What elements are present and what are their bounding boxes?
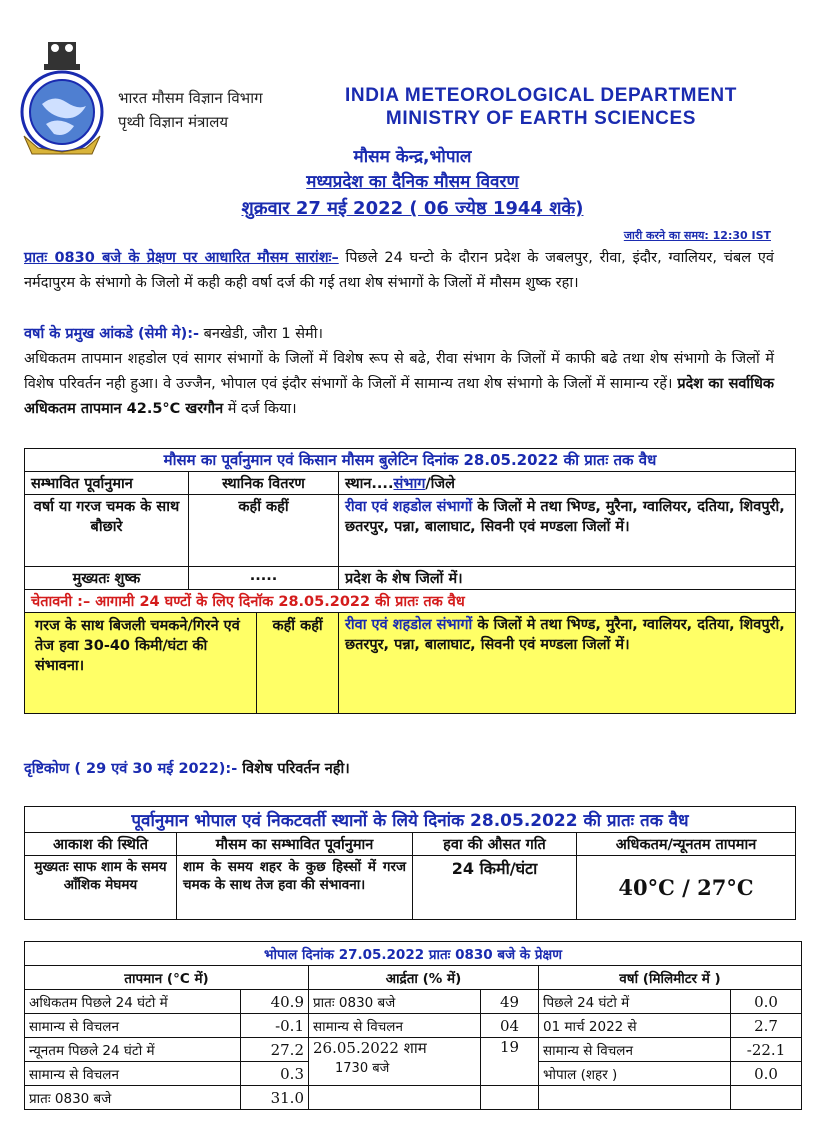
max-temp-tail: में दर्ज किया।: [223, 401, 297, 417]
bhopal-observation-table: [24, 941, 802, 1110]
r2-value: 2.7: [731, 1014, 802, 1038]
max-temp-label: प्रदेश का सर्वाधिक अधिकतम तापमान 42.5°C खरगौन: [24, 376, 774, 417]
center-title: मौसम केन्द्र,भोपाल: [353, 147, 472, 167]
col-forecast: सम्भावित पूर्वानुमान: [25, 472, 189, 495]
outlook-label: दृष्टिकोण ( 29 एवं 30 मई 2022):-: [24, 761, 238, 777]
forecast-title: मौसम का पूर्वानुमान एवं किसान मौसम बुलेटिन दिनांक 28.05.2022 की प्रातः तक वैध: [25, 449, 796, 472]
summary-text: पिछले 24 घन्टो के दौरान प्रदेश के जबलपुर, रीवा, इंदौर, ग्वालियर, चंबल एवं नर्मदापुरम के संभागो के जिलो में कही कही वर्षा दर्ज की गई तथा शेष संभागों के जिलों में मौसम शुष्क रहा।: [24, 250, 774, 291]
eng-dept-line1: INDIA METEOROLOGICAL DEPARTMENT: [345, 85, 737, 106]
weather-summary: [24, 246, 774, 296]
rain-figures: [24, 322, 774, 347]
r3-value: -22.1: [731, 1038, 802, 1062]
r4-value: 0.0: [731, 1062, 802, 1086]
weather-forecast: शाम के समय शहर के कुछ हिस्सों में गरज चमक के साथ तेज हवा की संभावना।: [177, 856, 413, 920]
h3-value: 19: [481, 1038, 539, 1086]
col-rainfall: वर्षा (मिलिमीटर में ): [539, 966, 802, 990]
row2-distribution: .....: [189, 567, 339, 590]
h3-label-line2: 1730 बजे: [335, 1061, 390, 1076]
t1-label: अधिकतम पिछले 24 घंटो में: [25, 990, 241, 1014]
col-wind: हवा की औसत गति: [413, 833, 577, 856]
row2-forecast: मुख्यतः शुष्क: [25, 567, 189, 590]
h3-label: [309, 1038, 481, 1086]
t4-value: 0.3: [241, 1062, 309, 1086]
report-titles: [0, 145, 825, 222]
t5-value: 31.0: [241, 1086, 309, 1110]
empty-cell-2: [481, 1086, 539, 1110]
col-place-a: स्थान....: [345, 476, 394, 492]
warning-text: गरज के साथ बिजली चमकने/गिरने एवं तेज हवा 30-40 किमी/घंटा की संभावना।: [25, 613, 257, 713]
bhopal-forecast-table: [24, 806, 796, 920]
warning-place-blue: रीवा एवं शहडोल संभागों: [345, 617, 473, 633]
max-min-temp: 40°C / 27°C: [577, 856, 796, 920]
english-department-name: [345, 84, 737, 130]
t2-label: सामान्य से विचलन: [25, 1014, 241, 1038]
empty-cell-1: [309, 1086, 481, 1110]
issue-time: जारी करने का समय: 12:30 IST: [623, 229, 771, 242]
r1-value: 0.0: [731, 990, 802, 1014]
report-subject: मध्यप्रदेश का दैनिक मौसम विवरण: [306, 172, 519, 192]
rain-text: बनखेडी, जौरा 1 सेमी।: [199, 326, 323, 342]
warning-title: चेतावनी :– आगामी 24 घण्टों के लिए दिनॉक 28.05.2022 की प्रातः तक वैध: [25, 590, 796, 613]
letterhead: [0, 0, 825, 160]
col-place-c: /जिले: [425, 476, 456, 492]
t5-label: प्रातः 0830 बजे: [25, 1086, 241, 1110]
imd-emblem-icon: [18, 40, 106, 158]
outlook: [24, 758, 350, 778]
col-distribution: स्थानिक वितरण: [189, 472, 339, 495]
empty-cell-3: [539, 1086, 731, 1110]
row1-place-blue: रीवा एवं शहडोल संभागों: [345, 499, 473, 515]
row1-place-rest: के जिलों मे तथा भिण्ड, मुरैना, ग्वालियर, दतिया, शिवपुरी, छतरपुर, पन्ना, बालाघाट, सिवनी एवं मण्डला जिलों में।: [345, 499, 785, 535]
h3-label-line1: 26.05.2022 शाम: [313, 1039, 427, 1057]
temperature-summary: [24, 347, 774, 422]
h1-value: 49: [481, 990, 539, 1014]
h2-value: 04: [481, 1014, 539, 1038]
row1-distribution: कहीं कहीं: [189, 495, 339, 567]
hindi-department-name: [118, 86, 263, 134]
t3-value: 27.2: [241, 1038, 309, 1062]
observation-title: भोपाल दिनांक 27.05.2022 प्रातः 0830 बजे के प्रेक्षण: [25, 942, 802, 966]
t2-value: -0.1: [241, 1014, 309, 1038]
col-sky: आकाश की स्थिति: [25, 833, 177, 856]
r4-label: भोपाल (शहर ): [539, 1062, 731, 1086]
wind-speed: 24 किमी/घंटा: [413, 856, 577, 920]
warning-inner: [25, 613, 338, 713]
t3-label: न्यूनतम पिछले 24 घंटो में: [25, 1038, 241, 1062]
t1-value: 40.9: [241, 990, 309, 1014]
outlook-text: विशेष परिवर्तन नही।: [237, 761, 350, 777]
col-humidity: आर्द्रता (% में): [309, 966, 539, 990]
warning-distribution: कहीं कहीं: [257, 613, 338, 713]
rain-label: वर्षा के प्रमुख आंकडे (सेमी मे):-: [24, 326, 200, 342]
row1-place: [339, 495, 796, 567]
warning-cell-group: [25, 613, 339, 714]
r3-label: सामान्य से विचलन: [539, 1038, 731, 1062]
temp-text: अधिकतम तापमान शहडोल एवं सागर संभागों के जिलों में विशेष रूप से बढे, रीवा संभाग के जिलों में काफी बढे तथा शेष संभागो के जिलों में विशेष परिवर्तन नही हुआ। वे उज्जैन, भोपाल एवं इंदौर संभागों के जिलों में सामान्य तथा शेष संभागो के जिलों में सामान्य रहें।: [24, 351, 774, 392]
row2-place: प्रदेश के शेष जिलों में।: [339, 567, 796, 590]
h2-label: सामान्य से विचलन: [309, 1014, 481, 1038]
col-weather: मौसम का सम्भावित पूर्वानुमान: [177, 833, 413, 856]
hindi-dept-line1: भारत मौसम विज्ञान विभाग: [118, 89, 263, 107]
row1-forecast: वर्षा या गरज चमक के साथ बौछारे: [25, 495, 189, 567]
col-temperature: तापमान (°C में): [25, 966, 309, 990]
t4-label: सामान्य से विचलन: [25, 1062, 241, 1086]
warning-place-rest: के जिलों मे तथा भिण्ड, मुरैना, ग्वालियर, दतिया, शिवपुरी, छतरपुर, पन्ना, बालाघाट, सिवनी एवं मण्डला जिलों में।: [345, 617, 785, 653]
col-place: [339, 472, 796, 495]
eng-ministry-line2: MINISTRY OF EARTH SCIENCES: [385, 108, 697, 129]
report-date: शुक्रवार 27 मई 2022 ( 06 ज्येष्ठ 1944 शके): [241, 198, 584, 219]
sky-condition: मुख्यतः साफ शाम के समय आँशिक मेघमय: [25, 856, 177, 920]
warning-place: [339, 613, 796, 714]
col-place-b: संभाग: [393, 476, 426, 492]
summary-label: प्रातः 0830 बजे के प्रेक्षण पर आधारित मौसम सारांशः–: [24, 250, 339, 266]
forecast-table: [24, 448, 796, 714]
bhopal-forecast-title: पूर्वानुमान भोपाल एवं निकटवर्ती स्थानों के लिये दिनांक 28.05.2022 की प्रातः तक वैध: [25, 807, 796, 833]
r1-label: पिछले 24 घंटो में: [539, 990, 731, 1014]
empty-cell-4: [731, 1086, 802, 1110]
hindi-ministry-line2: पृथ्वी विज्ञान मंत्रालय: [118, 113, 229, 131]
h1-label: प्रातः 0830 बजे: [309, 990, 481, 1014]
r2-label: 01 मार्च 2022 से: [539, 1014, 731, 1038]
col-temp: अधिकतम/न्यूनतम तापमान: [577, 833, 796, 856]
